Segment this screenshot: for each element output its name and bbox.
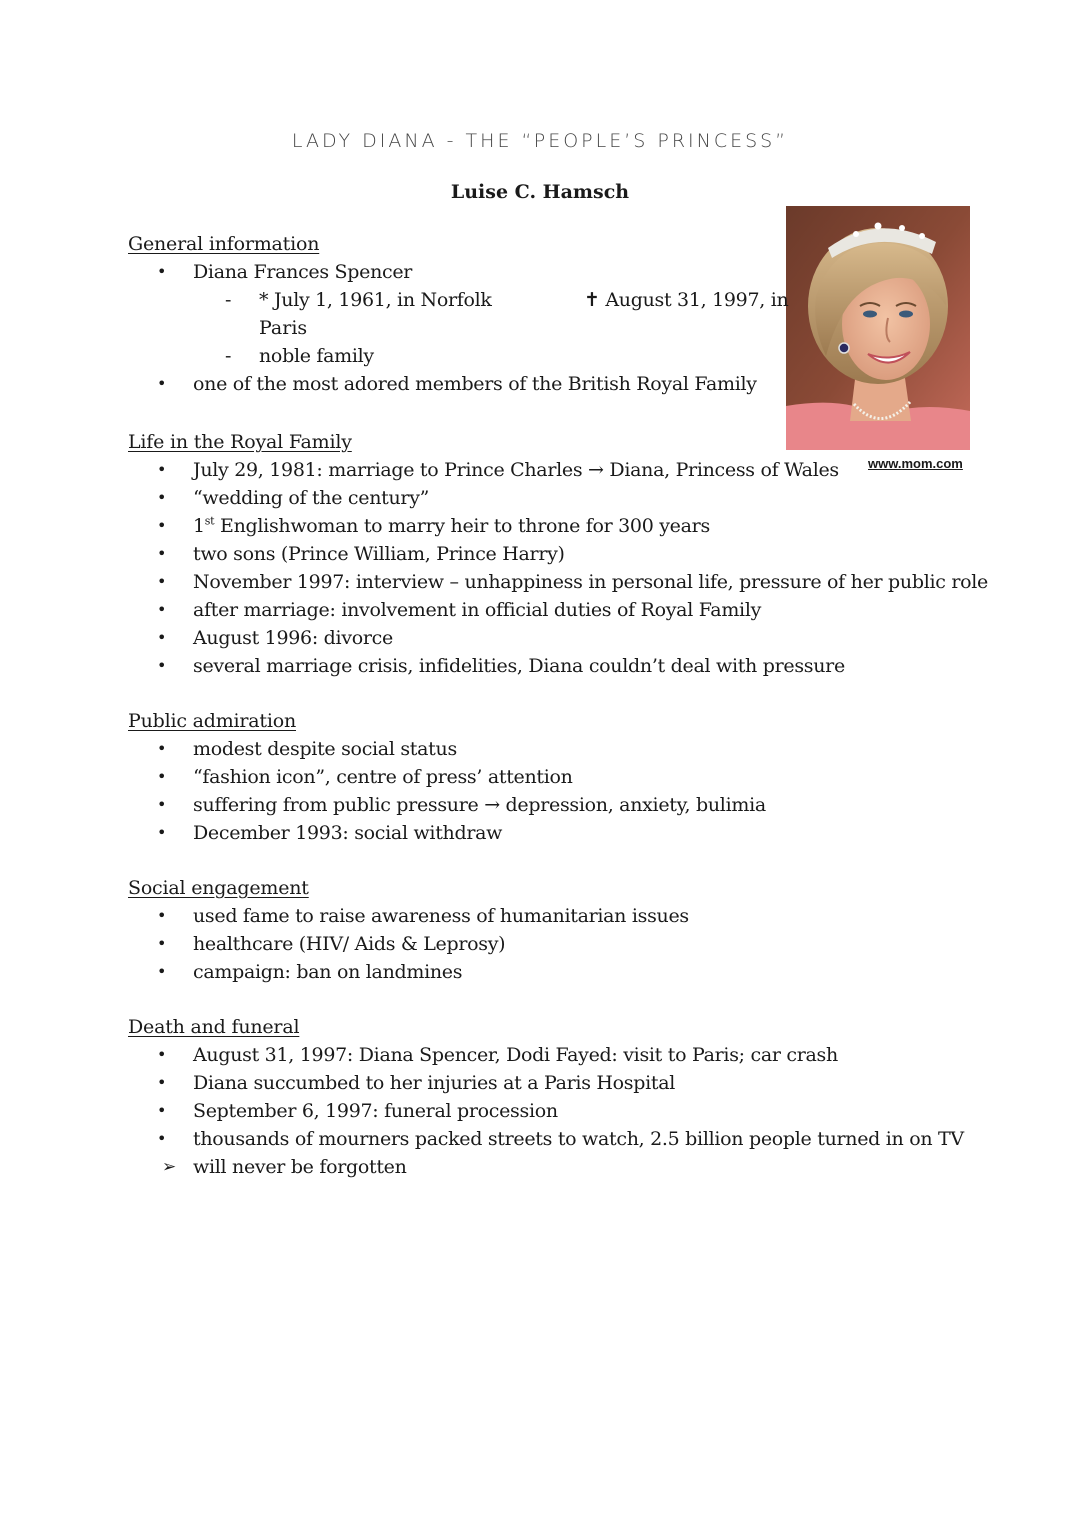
bullet-icon: • xyxy=(157,1073,167,1092)
list-item xyxy=(128,930,958,958)
item-text: used fame to raise awareness of humanitarian issues xyxy=(193,905,689,927)
list-item xyxy=(128,456,958,484)
item-text: several marriage crisis, infidelities, Diana couldn’t deal with pressure xyxy=(193,655,845,677)
section-heading: Social engagement xyxy=(128,877,309,899)
section-heading: Death and funeral xyxy=(128,1016,300,1038)
list-item xyxy=(128,1069,958,1097)
bullet-icon: • xyxy=(157,906,167,925)
item-text: Diana Frances Spencer xyxy=(193,261,413,283)
bullet-icon: • xyxy=(157,656,167,675)
photo-credit-link[interactable]: www.mom.com xyxy=(868,456,963,471)
item-text: two sons (Prince William, Prince Harry) xyxy=(193,543,565,565)
item-text: “fashion icon”, centre of press’ attention xyxy=(193,766,573,788)
list-item xyxy=(128,763,958,791)
section-heading: Life in the Royal Family xyxy=(128,431,352,453)
item-text: thousands of mourners packed streets to watch, 2.5 billion people turned in on TV xyxy=(193,1128,964,1150)
bullet-icon: • xyxy=(157,460,167,479)
death-place-text: Paris xyxy=(259,317,308,339)
list-item xyxy=(128,819,958,847)
section-public-admiration xyxy=(128,707,958,847)
bullet-icon: • xyxy=(157,1045,167,1064)
item-text: modest despite social status xyxy=(193,738,457,760)
bullet-icon: • xyxy=(157,739,167,758)
list-item xyxy=(128,540,958,568)
bullet-icon: • xyxy=(157,516,167,535)
item-text: December 1993: social withdraw xyxy=(193,822,503,844)
item-text: Englishwoman to marry heir to throne for 300 years xyxy=(220,515,710,537)
bullet-icon: • xyxy=(157,962,167,981)
list-item xyxy=(128,1041,958,1069)
item-text: Diana succumbed to her injuries at a Paris Hospital xyxy=(193,1072,676,1094)
bullet-icon: • xyxy=(157,600,167,619)
death-text: ✝ August 31, 1997, in xyxy=(584,289,789,311)
item-text: one of the most adored members of the British Royal Family xyxy=(193,373,757,395)
list-item xyxy=(128,652,958,680)
section-heading: General information xyxy=(128,233,320,255)
bullet-icon: • xyxy=(157,823,167,842)
bullet-icon: • xyxy=(157,262,167,281)
sub-item-noble xyxy=(128,342,958,370)
list-item xyxy=(128,791,958,819)
noble-text: noble family xyxy=(259,345,374,367)
bullet-icon: • xyxy=(157,795,167,814)
item-text: after marriage: involvement in official duties of Royal Family xyxy=(193,599,762,621)
section-life-royal-family xyxy=(128,428,988,680)
list-item xyxy=(128,568,988,596)
bullet-icon: • xyxy=(157,374,167,393)
bullet-icon: • xyxy=(157,1129,167,1148)
list-item xyxy=(128,902,958,930)
bullet-icon: • xyxy=(157,488,167,507)
bullet-icon: • xyxy=(157,934,167,953)
item-text: July 29, 1981: marriage to Prince Charles → Diana, Princess of Wales xyxy=(193,459,839,481)
list-item xyxy=(128,370,958,398)
conclusion-item xyxy=(128,1153,958,1181)
ordinal-suffix: st xyxy=(204,514,215,528)
dash-icon: - xyxy=(225,345,232,367)
ordinal-number: 1 xyxy=(193,515,205,537)
item-text: healthcare (HIV/ Aids & Leprosy) xyxy=(193,933,506,955)
bullet-icon: • xyxy=(157,544,167,563)
item-text: “wedding of the century” xyxy=(193,487,430,509)
bullet-icon: • xyxy=(157,572,167,591)
item-text: suffering from public pressure → depression, anxiety, bulimia xyxy=(193,794,766,816)
section-heading: Public admiration xyxy=(128,710,296,732)
section-general-information xyxy=(128,230,958,398)
item-text: August 31, 1997: Diana Spencer, Dodi Fayed: visit to Paris; car crash xyxy=(193,1044,838,1066)
list-item xyxy=(128,624,958,652)
list-item xyxy=(128,958,958,986)
conclusion-text: will never be forgotten xyxy=(193,1156,407,1178)
item-text: November 1997: interview – unhappiness in personal life, pressure of her public role xyxy=(193,571,988,593)
dash-icon: - xyxy=(225,289,232,311)
list-item xyxy=(128,512,958,540)
item-text: campaign: ban on landmines xyxy=(193,961,463,983)
author-name: Luise C. Hamsch xyxy=(450,181,630,203)
section-death-funeral xyxy=(128,1013,964,1181)
list-item xyxy=(128,596,958,624)
bullet-icon: • xyxy=(157,628,167,647)
list-item xyxy=(128,1097,958,1125)
list-item xyxy=(128,1125,964,1153)
list-item xyxy=(128,484,958,512)
sub-item-birth-death xyxy=(128,286,958,314)
item-text: August 1996: divorce xyxy=(193,627,393,649)
bullet-icon: • xyxy=(157,767,167,786)
list-item xyxy=(128,735,958,763)
page-title: LADY DIANA - THE “PEOPLE’S PRINCESS” xyxy=(291,130,789,152)
bullet-icon: • xyxy=(157,1101,167,1120)
item-text: September 6, 1997: funeral procession xyxy=(193,1100,558,1122)
arrow-bullet-icon: ➢ xyxy=(162,1157,176,1177)
list-item xyxy=(128,258,958,286)
section-social-engagement xyxy=(128,874,958,986)
birth-text: * July 1, 1961, in Norfolk xyxy=(259,289,492,311)
